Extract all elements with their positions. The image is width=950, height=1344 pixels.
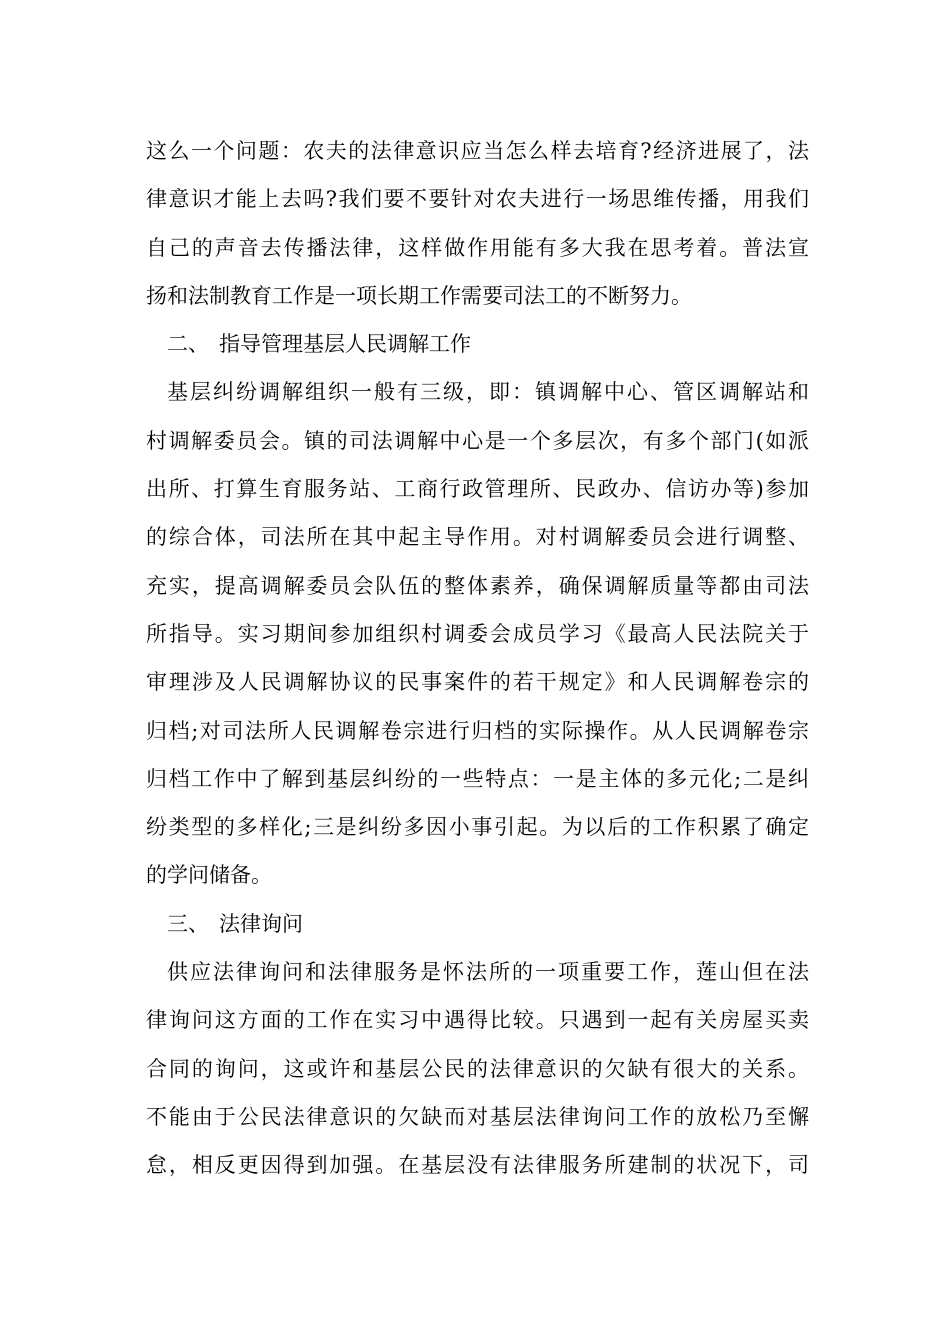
body-line: 所指导。实习期间参加组织村调委会成员学习《最高人民法院关于 [146, 621, 809, 646]
body-line: 扬和法制教育工作是一项长期工作需要司法工的不断努力。 [146, 283, 692, 308]
body-line: 的综合体，司法所在其中起主导作用。对村调解委员会进行调整、 [146, 525, 809, 550]
body-line: 合同的询问，这或许和基层公民的法律意识的欠缺有很大的关系。 [146, 1056, 809, 1081]
body-line: 基层纠纷调解组织一般有三级，即：镇调解中心、管区调解站和 [167, 380, 809, 405]
body-line: 出所、打算生育服务站、工商行政管理所、民政办、信访办等)参加 [146, 477, 809, 502]
body-line: 村调解委员会。镇的司法调解中心是一个多层次，有多个部门(如派 [146, 428, 809, 453]
body-line: 不能由于公民法律意识的欠缺而对基层法律询问工作的放松乃至懈 [146, 1104, 809, 1129]
body-line: 律询问这方面的工作在实习中遇得比较。只遇到一起有关房屋买卖 [146, 1008, 809, 1033]
body-line: 供应法律询问和法律服务是怀法所的一项重要工作，莲山但在法 [167, 960, 809, 985]
body-line: 自己的声音去传播法律，这样做作用能有多大我在思考着。普法宣 [146, 235, 809, 260]
section-number: 二、 [167, 332, 209, 357]
body-line: 律意识才能上去吗?我们要不要针对农夫进行一场思维传播，用我们 [146, 187, 809, 212]
body-line: 归档;对司法所人民调解卷宗进行归档的实际操作。从人民调解卷宗 [146, 718, 809, 743]
section-heading-2 [146, 320, 809, 368]
body-line: 怠，相反更因得到加强。在基层没有法律服务所建制的状况下，司 [146, 1153, 809, 1178]
section-title: 指导管理基层人民调解工作 [219, 332, 471, 357]
body-line: 归档工作中了解到基层纠纷的一些特点：一是主体的多元化;二是纠 [146, 766, 809, 791]
body-line: 充实，提高调解委员会队伍的整体素养，确保调解质量等都由司法 [146, 573, 809, 598]
section-heading-3 [146, 900, 809, 948]
section-number: 三、 [167, 911, 209, 936]
body-line: 审理涉及人民调解协议的民事案件的若干规定》和人民调解卷宗的 [146, 670, 809, 695]
body-line: 的学问储备。 [146, 863, 272, 888]
document-body [146, 127, 809, 1190]
body-line: 这么一个问题：农夫的法律意识应当怎么样去培育?经济进展了，法 [146, 139, 809, 163]
body-line: 纷类型的多样化;三是纠纷多因小事引起。为以后的工作积累了确定 [146, 815, 809, 840]
section-title: 法律询问 [219, 911, 303, 936]
